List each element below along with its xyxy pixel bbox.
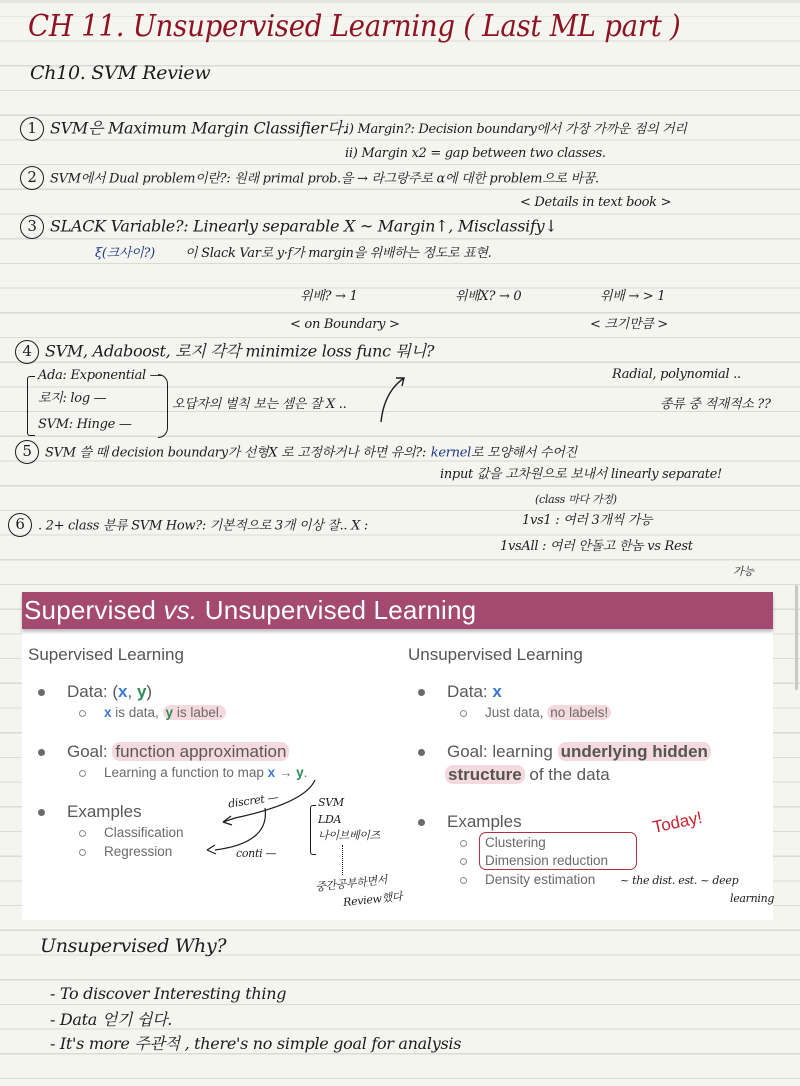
review-note-1: 중간공부하면서 <box>314 873 388 894</box>
scrollbar[interactable] <box>795 585 798 690</box>
annotation-discrete: discret — <box>227 790 280 811</box>
text: of the data <box>524 765 610 784</box>
loss-logistic: 로지: log — <box>38 391 107 406</box>
arrow: → <box>275 765 297 780</box>
arrow-up-icon <box>378 372 408 424</box>
slide-header <box>22 592 773 629</box>
loss-ada: Ada: Exponential — <box>38 368 163 383</box>
notes-subtitle: Ch10. SVM Review <box>30 62 211 84</box>
slack-value-3-note: < 크기만큼 > <box>590 317 668 332</box>
var-x: x <box>267 765 276 780</box>
note-item-4 <box>15 340 434 364</box>
page-top-border <box>0 0 800 3</box>
label: Data: ( <box>67 682 119 701</box>
note-item-3-detail: 이 Slack Var로 y·f가 margin을 위배하는 정도로 표현. <box>185 246 492 261</box>
review-note-2: Review했다 <box>342 889 403 910</box>
note-item-text: SVM에서 Dual problem이란?: 원래 primal prob.을 → 라그랑주로 α에 대한 problem으로 바꿈. <box>50 171 599 187</box>
highlight <box>163 705 226 720</box>
number-badge: 1 <box>20 117 44 141</box>
option-1vs1: 1vs1 : 여러 3개씩 가능 <box>522 513 653 528</box>
annotation-arrows-icon <box>195 778 325 858</box>
var-y: y <box>136 682 147 701</box>
unsupervised-data <box>447 682 502 702</box>
title-vs: vs. <box>163 595 198 625</box>
bottom-point-2: - Data 얻기 쉽다. <box>50 1010 173 1029</box>
note-item-text: SVM 쓸 때 decision boundary가 선형X 로 고정하거나 하면 유의?: <box>45 445 426 461</box>
number-badge: 5 <box>15 440 39 464</box>
kernel-keyword: kernel <box>430 445 471 461</box>
note-item-3-symbol: ξ(크사이?) <box>95 246 155 261</box>
title-part: Supervised <box>24 595 164 625</box>
density-note-2: learning <box>730 892 775 905</box>
method-naive-bayes: 나이브베이즈 <box>318 829 380 842</box>
note-item-3 <box>20 215 557 239</box>
method-lda: LDA <box>318 813 342 826</box>
note-item-text-after: 로 모양해서 수어진 <box>471 445 577 461</box>
highlight: function approximation <box>112 742 289 761</box>
kernel-choice-note: 종류 중 적재적소 ?? <box>660 397 771 412</box>
text: is data, <box>111 705 163 720</box>
loss-bracket <box>27 376 35 436</box>
note-item-5-detail: input 값을 고차원으로 보내서 linearly separate! <box>440 467 722 482</box>
label: Data: <box>447 682 493 701</box>
supervised-heading: Supervised Learning <box>28 645 184 664</box>
unsupervised-goal-cont <box>445 765 610 785</box>
method-svm: SVM <box>318 796 344 809</box>
dotted-line <box>342 845 343 875</box>
var-y: y <box>296 765 304 780</box>
kernel-types-note: Radial, polynomial .. <box>612 367 741 382</box>
label: Goal: learning <box>447 742 558 761</box>
text: is label. <box>173 705 223 720</box>
option-1vsall: 1vsAll : 여러 안돌고 한놈 vs Rest <box>500 539 693 554</box>
note-item-text: SVM은 Maximum Margin Classifier다. <box>50 118 348 138</box>
unsupervised-data-sub <box>485 705 611 720</box>
loss-bracket-right <box>158 374 168 438</box>
note-item-1 <box>20 117 347 141</box>
loss-svm: SVM: Hinge — <box>38 417 132 432</box>
note-item-1-detail-2: ii) Margin x2 = gap between two classes. <box>345 146 606 161</box>
slack-value-1: 위배? → 1 <box>300 289 358 304</box>
supervised-examples: Examples <box>67 802 142 821</box>
note-item-5 <box>15 440 577 464</box>
highlight: underlying hidden <box>558 742 711 761</box>
text: Learning a function to map <box>104 765 268 780</box>
example-density-estimation: Density estimation <box>485 872 596 887</box>
annotation-continuous: conti — <box>236 847 277 860</box>
slack-value-3: 위배 → > 1 <box>600 289 666 304</box>
option-1vsall-cont: 가능 <box>733 565 754 578</box>
sep: ) <box>146 682 153 701</box>
var-x: x <box>492 682 502 701</box>
text: . <box>303 765 308 780</box>
today-label: Today! <box>650 807 704 837</box>
slide-title <box>24 595 476 626</box>
var-x: x <box>118 682 128 701</box>
note-item-1-detail-1: i) Margin?: Decision boundary에서 가장 가까운 점의 거리 <box>345 122 687 137</box>
note-item-6 <box>8 513 368 537</box>
bottom-point-3: - It's more 주관적 , there's no simple goal for analysis <box>50 1034 462 1053</box>
today-highlight-box <box>479 832 637 870</box>
highlight: structure <box>445 765 525 784</box>
number-badge: 4 <box>15 340 39 364</box>
example-regression: Regression <box>104 844 173 859</box>
example-dimension-reduction: Dimension reduction <box>485 853 609 868</box>
example-clustering: Clustering <box>485 835 546 850</box>
highlight: no labels! <box>547 705 611 720</box>
var-x: x <box>104 705 112 720</box>
notes-title: CH 11. Unsupervised Learning ( Last ML part ) <box>28 9 681 44</box>
example-classification: Classification <box>104 825 184 840</box>
label: Goal: <box>67 742 113 761</box>
note-item-text: SLACK Variable?: Linearly separable X ~ Margin↑, Misclassify↓ <box>50 216 558 236</box>
number-badge: 3 <box>20 215 44 239</box>
slack-value-1-note: < on Boundary > <box>290 317 400 332</box>
note-item-6-top: (class 마다 가정) <box>535 493 617 506</box>
number-badge: 2 <box>20 166 44 190</box>
density-note: ~ the dist. est. ~ deep <box>620 874 739 887</box>
supervised-data <box>67 682 152 702</box>
loss-bracket-note: 오답자의 벌칙 보는 셈은 잘 X .. <box>172 397 347 412</box>
note-item-2 <box>20 166 599 190</box>
methods-bracket <box>310 805 316 855</box>
var-y: y <box>165 705 174 720</box>
bottom-heading: Unsupervised Why? <box>40 935 227 957</box>
note-item-2-detail: < Details in text book > <box>520 195 672 210</box>
unsupervised-heading: Unsupervised Learning <box>408 645 583 664</box>
slack-value-2: 위배X? → 0 <box>455 289 522 304</box>
unsupervised-examples: Examples <box>447 812 522 831</box>
note-item-text: . 2+ class 분류 SVM How?: 기본적으로 3개 이상 잘.. X : <box>38 518 368 534</box>
title-part: Unsupervised Learning <box>197 595 477 625</box>
note-item-text: SVM, Adaboost, 로지 각각 minimize loss func 뭐니? <box>45 341 435 361</box>
number-badge: 6 <box>8 513 32 537</box>
unsupervised-goal <box>447 742 711 762</box>
sep: , <box>127 682 137 701</box>
text: Just data, <box>485 705 548 720</box>
bottom-point-1: - To discover Interesting thing <box>50 984 287 1003</box>
supervised-goal <box>67 742 289 762</box>
supervised-data-sub <box>104 705 226 720</box>
